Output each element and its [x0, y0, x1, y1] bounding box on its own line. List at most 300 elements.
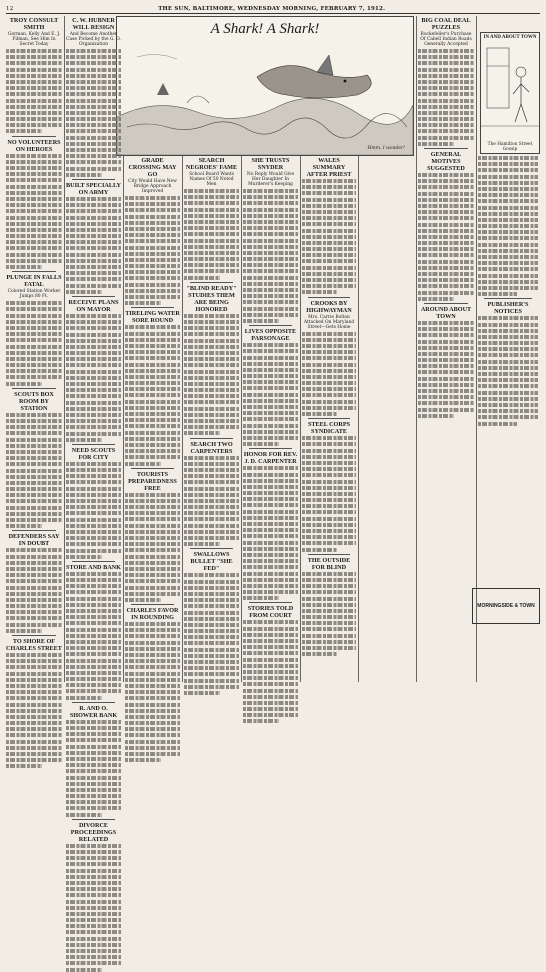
body-text-line [302, 191, 356, 195]
body-text-line [243, 226, 298, 230]
body-text-line [184, 617, 239, 621]
body-text-line [184, 251, 239, 255]
body-text-line [66, 376, 121, 380]
body-text-line [302, 541, 356, 545]
column-6 [302, 156, 356, 682]
body-text-line [302, 332, 356, 336]
body-text-line [302, 284, 356, 288]
body-text-line [478, 415, 538, 419]
body-text-line [66, 584, 121, 588]
body-text-line [6, 320, 62, 324]
body-text-line [302, 393, 356, 397]
body-text-line [66, 432, 121, 436]
masthead-title: THE SUN, BALTIMORE, WEDNESDAY MORNING, FEBRUARY 7, 1912. [158, 5, 386, 12]
body-text-line [66, 900, 121, 904]
body-text-line [184, 635, 239, 639]
body-text-line [243, 313, 298, 317]
body-text-line [6, 222, 62, 226]
body-text-line [6, 49, 62, 53]
body-text-line [66, 234, 121, 238]
body-text-line [6, 690, 62, 694]
body-text-line [302, 210, 356, 214]
body-text-line [184, 189, 239, 193]
body-text-line [66, 228, 121, 232]
newspaper-page [6, 4, 540, 843]
body-text-line [125, 703, 180, 707]
body-text-line [6, 431, 62, 435]
body-text-line [184, 201, 239, 205]
advertisement-box: MORNINGSIDE & TOWN [472, 588, 540, 624]
body-text-line [125, 628, 180, 632]
body-text-line [302, 523, 356, 527]
body-text-line [243, 516, 298, 520]
body-text-line [184, 592, 239, 596]
body-text-line [66, 603, 121, 607]
body-text-line [6, 709, 62, 713]
body-text-line [302, 436, 356, 440]
article-headline: CROOKS BY HIGHWAYMAN [306, 299, 352, 314]
body-text-line [184, 263, 239, 267]
body-text-line [243, 374, 298, 378]
body-text-line [478, 280, 538, 284]
body-text-line [66, 536, 121, 540]
body-text-line [418, 297, 454, 301]
body-text-line [184, 629, 239, 633]
body-text-line [302, 467, 356, 471]
body-text-line [478, 193, 538, 197]
body-text-line [243, 300, 298, 304]
article-headline: PUBLISHER'S NOTICES [487, 301, 529, 316]
body-text-line [184, 666, 239, 670]
article-headline: BUILT SPECIALLY ON ARMY [66, 181, 121, 196]
body-text-line [66, 259, 121, 263]
article-headline: NEED SCOUTS FOR CITY [71, 446, 116, 461]
body-text-line [6, 715, 62, 719]
body-text-line [66, 339, 121, 343]
body-text-line [243, 645, 298, 649]
body-text-line [302, 455, 356, 459]
sketch-drawing [481, 42, 539, 138]
body-text-line [302, 259, 356, 263]
body-text-line [125, 252, 180, 256]
body-text-line [6, 487, 62, 491]
body-text-line [125, 393, 180, 397]
body-text-line [66, 961, 121, 965]
body-text-line [6, 375, 62, 379]
body-text-line [66, 689, 121, 693]
body-text-line [243, 553, 298, 557]
body-text-line [478, 249, 538, 253]
body-text-line [66, 345, 121, 349]
body-text-line [243, 368, 298, 372]
body-text-line [184, 611, 239, 615]
body-text-line [243, 263, 298, 267]
body-text-line [66, 363, 121, 367]
body-text-line [125, 437, 180, 441]
body-text-line [125, 270, 180, 274]
body-text-line [6, 567, 62, 571]
body-text-line [243, 565, 298, 569]
body-text-line [184, 679, 239, 683]
body-text-line [6, 265, 42, 269]
body-text-line [302, 640, 356, 644]
body-text-line [184, 586, 239, 590]
body-text-line [243, 343, 298, 347]
body-text-line [243, 276, 298, 280]
body-text-line [125, 511, 180, 515]
body-text-line [418, 223, 474, 227]
body-text-line [302, 400, 356, 404]
body-text-line [478, 274, 538, 278]
body-text-line [6, 246, 62, 250]
article-headline: NO VOLUNTEERS ON HEROES [7, 138, 61, 153]
article-headline: TIRELING WATER SORE ROUND [125, 310, 180, 325]
body-text-line [418, 55, 474, 59]
body-text-line [66, 683, 121, 687]
body-text-line [184, 505, 239, 509]
body-text-line [243, 572, 298, 576]
body-text-line [6, 185, 62, 189]
body-text-line [6, 659, 62, 663]
body-text-line [302, 590, 356, 594]
body-text-line [66, 813, 102, 817]
body-text-line [66, 265, 121, 269]
body-text-line [125, 672, 180, 676]
body-text-line [66, 806, 121, 810]
body-text-line [184, 351, 239, 355]
body-text-line [66, 117, 121, 121]
body-text-line [184, 320, 239, 324]
body-text-line [478, 162, 538, 166]
body-text-line [6, 684, 62, 688]
body-text-line [302, 247, 356, 251]
body-text-line [6, 499, 62, 503]
body-text-line [125, 356, 180, 360]
body-text-line [302, 406, 356, 410]
body-text-line [66, 788, 121, 792]
article-headline: BIG COAL DEAL PUZZLES [421, 17, 471, 31]
body-text-line [478, 261, 538, 265]
body-text-line [184, 431, 220, 435]
body-text-line [6, 665, 62, 669]
body-text-line [243, 707, 298, 711]
body-text-line [6, 598, 62, 602]
body-text-line [302, 253, 356, 257]
body-text-line [125, 517, 180, 521]
body-text-line [125, 369, 180, 373]
body-text-line [6, 129, 42, 133]
body-text-line [243, 214, 298, 218]
body-text-line [478, 243, 538, 247]
body-text-line [6, 160, 62, 164]
body-text-line [184, 598, 239, 602]
body-text-line [125, 258, 180, 262]
body-text-line [6, 357, 62, 361]
article-separator [72, 179, 115, 180]
article-separator [72, 296, 115, 297]
article-separator [249, 448, 292, 449]
body-text-line [243, 257, 298, 261]
sketch-header: IN AND ABOUT TOWN [483, 35, 537, 40]
body-text-line [66, 597, 121, 601]
body-text-line [243, 288, 298, 292]
body-text-line [418, 179, 474, 183]
masthead [6, 4, 540, 14]
body-text-line [418, 74, 474, 78]
body-text-line [66, 401, 121, 405]
body-text-line [184, 370, 239, 374]
body-text-line [302, 510, 356, 514]
body-text-line [243, 430, 298, 434]
body-text-line [125, 678, 180, 682]
body-text-line [478, 391, 538, 395]
body-text-line [243, 294, 298, 298]
body-text-line [66, 782, 121, 786]
body-text-line [125, 332, 180, 336]
body-text-line [478, 236, 538, 240]
body-text-line [66, 856, 121, 860]
column-7 [418, 16, 474, 682]
body-text-line [125, 690, 180, 694]
body-text-line [418, 346, 474, 350]
body-text-line [125, 283, 180, 287]
body-text-line [418, 253, 474, 257]
body-text-line [66, 943, 121, 947]
body-text-line [6, 592, 62, 596]
article-headline: SEARCH NEGROES' FAME [185, 157, 238, 171]
body-text-line [66, 634, 121, 638]
body-text-line [478, 286, 538, 290]
article-separator [72, 444, 115, 445]
body-text-line [418, 272, 474, 276]
body-text-line [66, 572, 121, 576]
body-text-line [6, 475, 62, 479]
article-headline: PLUNGE IN FALLS FATAL [6, 274, 62, 289]
body-text-line [6, 345, 62, 349]
body-text-line [184, 691, 220, 695]
body-text-line [418, 204, 474, 208]
body-text-line [184, 220, 239, 224]
body-text-line [125, 375, 180, 379]
body-text-line [125, 276, 180, 280]
body-text-line [6, 555, 62, 559]
body-text-line [302, 584, 356, 588]
body-text-line [243, 695, 298, 699]
body-text-line [184, 257, 239, 261]
body-text-line [6, 746, 62, 750]
body-text-line [184, 345, 239, 349]
body-text-line [125, 524, 180, 528]
body-text-line [6, 616, 62, 620]
body-text-line [418, 340, 474, 344]
article-separator [190, 438, 233, 439]
body-text-line [6, 55, 62, 59]
body-text-line [6, 166, 62, 170]
body-text-line [184, 604, 239, 608]
body-text-line [243, 189, 298, 193]
body-text-line [302, 461, 356, 465]
body-text-line [418, 291, 474, 295]
body-text-line [418, 185, 474, 189]
body-text-line [418, 383, 474, 387]
body-text-line [66, 123, 121, 127]
body-text-line [418, 142, 454, 146]
body-text-line [184, 376, 239, 380]
body-text-line [6, 493, 62, 497]
body-text-line [302, 535, 356, 539]
body-text-line [243, 658, 298, 662]
body-text-line [478, 255, 538, 259]
body-text-line [243, 466, 298, 470]
body-text-line [184, 339, 239, 343]
body-text-line [125, 233, 180, 237]
body-text-line [66, 290, 102, 294]
body-text-line [243, 713, 298, 717]
body-text-line [243, 491, 298, 495]
body-text-line [125, 387, 180, 391]
body-text-line [66, 425, 121, 429]
body-text-line [125, 641, 180, 645]
body-text-line [184, 524, 239, 528]
article-headline: CHARLES FAVOR IN ROUNDING [126, 607, 179, 622]
body-text-line [125, 239, 180, 243]
body-text-line [66, 209, 121, 213]
body-text-line [418, 321, 474, 325]
article-separator [72, 702, 115, 703]
column-4 [184, 156, 239, 682]
body-text-line [66, 314, 121, 318]
body-text-line [125, 431, 180, 435]
body-text-line [243, 239, 298, 243]
body-text-line [302, 290, 337, 294]
body-text-line [243, 399, 298, 403]
body-text-line [66, 621, 121, 625]
body-text-line [184, 226, 239, 230]
body-text-line [418, 86, 474, 90]
body-text-line [478, 181, 538, 185]
body-text-line [6, 425, 62, 429]
body-text-line [6, 623, 62, 627]
body-text-line [243, 380, 298, 384]
article-subhead: Mrs. Carrie Bolton Attacked On Maryland Street—Gets Home [303, 314, 355, 330]
body-text-line [66, 493, 121, 497]
body-text-line [6, 92, 62, 96]
body-text-line [66, 246, 121, 250]
body-text-line [302, 278, 356, 282]
body-text-line [125, 493, 180, 497]
body-text-line [302, 350, 356, 354]
body-text-line [125, 598, 161, 602]
body-text-line [125, 295, 180, 299]
body-text-line [302, 597, 356, 601]
body-text-line [6, 253, 62, 257]
body-text-line [66, 850, 121, 854]
body-text-line [418, 210, 474, 214]
body-text-line [66, 628, 121, 632]
body-text-line [66, 462, 121, 466]
body-text-line [125, 301, 161, 305]
article-separator [72, 819, 115, 820]
article-separator [12, 530, 56, 531]
body-text-line [418, 284, 474, 288]
body-text-line [184, 245, 239, 249]
body-text-line [66, 918, 121, 922]
body-text-line [66, 129, 121, 133]
body-text-line [66, 524, 121, 528]
article-separator [308, 554, 350, 555]
body-text-line [66, 92, 121, 96]
body-text-line [125, 530, 180, 534]
body-text-line [125, 406, 180, 410]
body-text-line [66, 875, 121, 879]
body-text-line [6, 524, 42, 528]
body-text-line [184, 314, 239, 318]
body-text-line [302, 480, 356, 484]
body-text-line [66, 968, 102, 972]
body-text-line [6, 629, 42, 633]
body-text-line [478, 372, 538, 376]
body-text-line [66, 949, 121, 953]
body-text-line [66, 167, 121, 171]
body-text-line [184, 208, 239, 212]
body-text-line [184, 332, 239, 336]
body-text-line [418, 68, 474, 72]
body-text-line [243, 682, 298, 686]
body-text-line [418, 198, 474, 202]
body-text-line [125, 208, 180, 212]
body-text-line [66, 518, 121, 522]
article-headline: GENERAL MOTIVES SUGGESTED [427, 151, 465, 172]
body-text-line [125, 746, 180, 750]
body-text-line [66, 438, 102, 442]
body-text-line [6, 733, 62, 737]
body-text-line [66, 862, 121, 866]
article-separator [131, 468, 174, 469]
body-text-line [243, 405, 298, 409]
body-text-line [302, 185, 356, 189]
body-text-line [243, 497, 298, 501]
body-text-line [6, 462, 62, 466]
article-headline: SEARCH TWO CARPENTERS [190, 440, 233, 455]
article-headline: DEFENDERS SAY IN DOUBT [8, 533, 60, 548]
body-text-line [243, 442, 279, 446]
body-text-line [6, 469, 62, 473]
body-text-line [6, 512, 62, 516]
body-text-line [66, 696, 102, 700]
body-text-line [6, 369, 62, 373]
body-text-line [478, 403, 538, 407]
body-text-line [125, 202, 180, 206]
body-text-line [184, 672, 239, 676]
body-text-line [302, 449, 356, 453]
body-text-line [478, 230, 538, 234]
body-text-line [6, 419, 62, 423]
body-text-line [302, 498, 356, 502]
body-text-line [66, 357, 121, 361]
body-text-line [6, 307, 62, 311]
body-text-line [478, 341, 538, 345]
body-text-line [184, 394, 239, 398]
body-text-line [243, 208, 298, 212]
body-text-line [302, 529, 356, 533]
body-text-line [184, 400, 239, 404]
body-text-line [66, 351, 121, 355]
cartoon-title: A Shark! A Shark! [210, 21, 320, 37]
body-text-line [6, 363, 62, 367]
body-text-line [243, 719, 279, 723]
body-text-line [66, 61, 121, 65]
body-text-line [66, 111, 121, 115]
